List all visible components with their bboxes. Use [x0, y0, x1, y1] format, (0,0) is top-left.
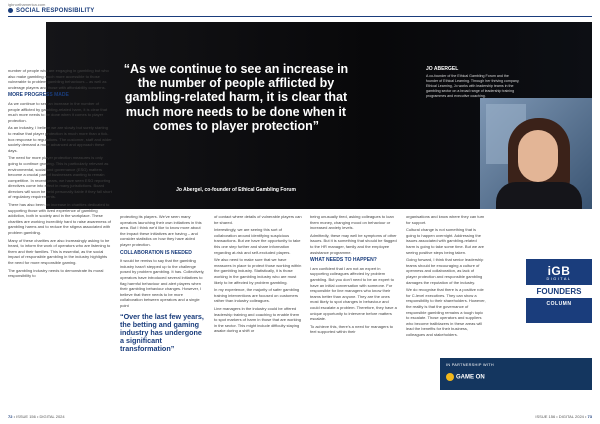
col1-p5: Many of these charities are also increasingly asking to be heard, to inform the work of operators who are listening to them and their families. This is essential, as the social impact of responsible gambling in the industry highlights the need for more responsible gaming. [8, 237, 111, 265]
col5-p3: Going forward, I think that senior leadership teams should be encouraging a culture of openness and collaboration, as lack of player protection and responsible gambling damages the reputation of the industry. [406, 257, 484, 285]
article-column-4 [310, 214, 398, 337]
col4-p2: Admittedly, these may well be symptoms of other issues. But it is something that should be flagged to the HR manager, family and the employee assistance programme. [310, 232, 397, 255]
partner-name: GAME ON [456, 374, 485, 381]
hero-attribution: Jo Abergel, co-founder of Ethical Gambling Forum [176, 187, 296, 193]
col2-p2: It would be remiss to say that the gambling industry hasn't stepped up to the challenge posed by problem gambling. It has. Collectively, operators have introduced several initiatives to flag harmful behaviour and alert players when their gambling behaviour changes. However, I believe that there needs to be more collaboration between operators and a single point [120, 258, 205, 308]
footer-left-text: • ISSUE 156 • DIGITAL 2024 [13, 414, 65, 419]
article-column-5 [406, 214, 486, 339]
col3-p1: of contact where details of vulnerable players can be shared. [214, 214, 302, 225]
author-sidebox [426, 66, 522, 99]
col3-p2: Interestingly, we are seeing this sort of collaboration around identifying suspicious transactions. But we have the opportunity to take this one step further and share information regarding at-risk and self-excluded players. [214, 227, 301, 255]
pull-quote: “Over the last few years, the betting and gaming industry has undergone a significant transformation” [120, 311, 204, 354]
col3-p3: We also need to make sure that we have measures in place to protect those working within the gambling industry. Statistically, it is those working in the gambling industry who are most likely to be affected by problem gambling. [214, 257, 302, 285]
founders-column-logo [526, 259, 592, 323]
article-column-3 [214, 214, 302, 336]
hero-quote: “As we continue to see an increase in the number of people afflicted by gambling-related harm, it is clear that much more needs to be done when it comes to player protection” [123, 62, 349, 133]
col4-p4: To achieve this, there's a need for managers to feel supported within their [310, 323, 394, 335]
footer-right-text: ISSUE 156 • DIGITAL 2024 • [535, 414, 587, 419]
section-label [8, 8, 94, 14]
partner-label: IN PARTNERSHIP WITH [446, 363, 494, 367]
author-photo [480, 98, 592, 209]
logo-digital-text: DIGITAL [546, 277, 572, 281]
col3-p5: Line managers in the industry could be offered leadership training and coaching to enable them to spot markers of harm in those that are working in the sector. This might include difficulty staying awake during a shift or [214, 305, 301, 334]
col1-p6: The gambling industry needs to demonstrate its moral responsibility to [8, 267, 104, 279]
section-title: SOCIAL RESPONSIBILITY [16, 8, 95, 15]
partner-logo [446, 373, 485, 381]
col2-p1: protecting its players. We've seen many operators launching their own initiatives in this area. But I think we'd like to know more about the impact these initiatives are having – and consider statistics on how they have aided player protection. [120, 214, 202, 247]
col2-heading: COLLABORATION IS NEEDED [120, 249, 192, 256]
article-column-1 [8, 68, 112, 281]
footer-right [535, 414, 592, 419]
col1-heading: MORE PROGRESS MADE [8, 92, 69, 99]
photo-face [518, 130, 558, 182]
partner-box [440, 358, 592, 390]
logo-founders-band: FOUNDERS [526, 285, 592, 298]
page-number-left: 72 [8, 414, 13, 419]
photo-body [496, 182, 582, 209]
col1-p2: As an industry, I believe we are slowly but surely starting to realise that player protection is much more than a tick-box response to regulations. The customer, staff and wider society demand a more advanced and approach these days. [8, 125, 112, 153]
site-url: igbnorthamerica.com [8, 2, 46, 7]
author-bio: A co-founder of the Ethical Gambling Forum and the founder of Ethical Learning. Through her thriving company, Ethical Learning, Jo works with leadership teams in the gambling sector on a broad range of leadership training programmes and executive coaching. [426, 74, 520, 98]
col5-p4: We do recognise that there is a positive role for C-level executives. They can show a responsibility to their shareholders. However, the reality is that the governance of responsible gambling remains a tough topic to escalate. Those operators and suppliers who become trailblazers in these areas will lead the benefits for their business, colleagues and stakeholders. [406, 287, 486, 337]
col3-p4: In my experience, the majority of safer gambling training interventions are focused on customers rather than industry colleagues. [214, 287, 300, 304]
col4-p3: I am confident that I am not an expert in supporting colleagues affected by problem gambling. But you don't need to be an expert to have an initial conversation with someone. For responsible for line managers who know their teams better than anyone. They are the ones most likely to spot changes in behaviour and could escalate a problem. Therefore, they have a unique opportunity to intervene before matters escalate. [310, 265, 397, 322]
footer-left [8, 414, 65, 419]
logo-igb-text: iGB [547, 264, 571, 278]
col5-p1: organisations and know where they can turn for support. [406, 214, 485, 225]
hero-banner [46, 22, 592, 209]
col1-p3: The need for more player protection measures is only going to continue growing. This is particularly relevant as environmental, social and governance (ESG) matters become a crucial part of businesses wanting to remain competitive. In recent years, we have seen ESG reporting directives come into effect in many jurisdictions. Board directors will soon be held personally liable if they fall short of regulatory requirements. [8, 155, 112, 200]
logo-column-text: COLUMN [546, 301, 572, 307]
game-on-icon [446, 373, 454, 381]
col1-p1: As we continue to see an increase in the number of people afflicted by gambling-related harm, it is clear that much more needs to be done when it comes to player protection. [8, 100, 108, 123]
section-rule [8, 16, 592, 17]
section-header [8, 7, 592, 17]
page-number-right: 73 [587, 414, 592, 419]
col4-heading: WHAT NEEDS TO HAPPEN? [310, 257, 377, 264]
article-column-2 [120, 214, 206, 358]
col1-intro: number of people who are engaging in gambling but who also make gambling much more accessible to those vulnerable to problem gambling behaviours – as well as underage players and those with affordability concerns. [8, 68, 109, 90]
section-bullet-icon [8, 8, 13, 13]
author-name: JO ABERGEL [426, 66, 459, 72]
col1-p4: There has also been an increase in charities dedicated to supporting those with lived experience of gambling addiction, both in society and in the workplace. These charities are working incredibly hard to raise awareness of gambling harms and to reduce the stigma associated with problem gambling. [8, 202, 111, 236]
col5-p2: Cultural change is not something that is going to happen overnight. Addressing the issues associated with gambling-related harm is going to take some time. But we are seeing positive steps being taken. [406, 227, 485, 255]
col4-p1: being unusually tired, asking colleagues to loan them money, changing mood on behaviour or increased anxiety levels. [310, 214, 394, 231]
